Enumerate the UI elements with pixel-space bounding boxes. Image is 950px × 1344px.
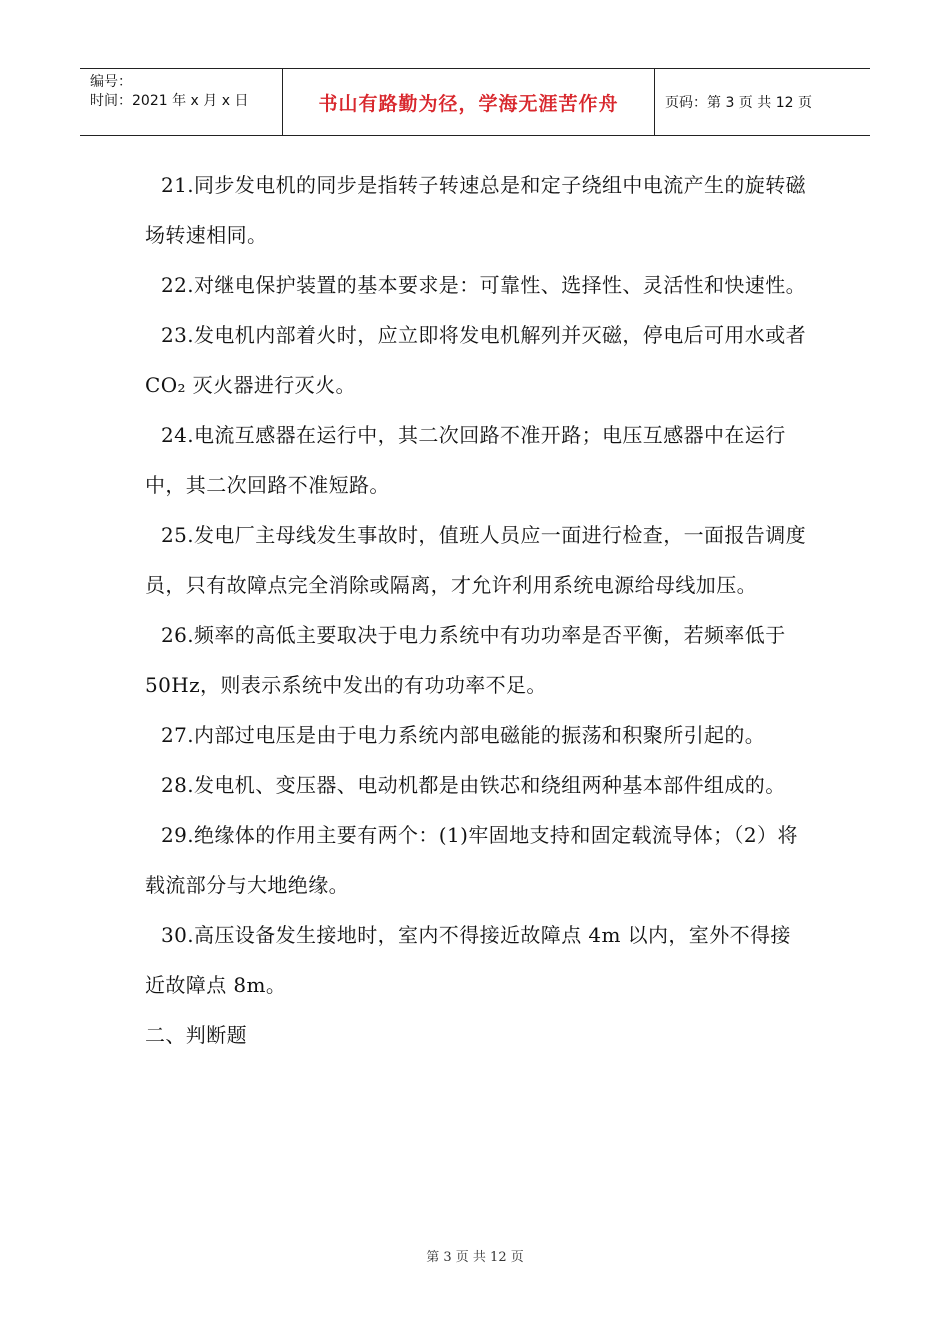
- paragraph-22: 22.对继电保护装置的基本要求是：可靠性、选择性、灵活性和快速性。: [161, 273, 807, 297]
- paragraph-29: 29.绝缘体的作用主要有两个：(1)牢固地支持和固定载流导体；（2）将载流部分与大地绝缘。: [145, 823, 798, 897]
- document-date: 时间：2021 年 x 月 x 日: [90, 93, 249, 109]
- header-page-cell: [655, 69, 870, 135]
- paragraph-26: 26.频率的高低主要取决于电力系统中有功功率是否平衡，若频率低于 50Hz，则表示系统中发出的有功功率不足。: [145, 623, 786, 697]
- paragraph-27: 27.内部过电压是由于电力系统内部电磁能的振荡和积聚所引起的。: [161, 723, 766, 747]
- paragraph-24: 24.电流互感器在运行中，其二次回路不准开路；电压互感器中在运行中，其二次回路不准短路。: [145, 423, 786, 497]
- header-page-info: 页码：第 3 页 共 12 页: [665, 95, 812, 111]
- section-title: 二、判断题: [145, 1023, 247, 1047]
- header-table: [80, 68, 870, 136]
- header-meta-cell: [80, 69, 283, 135]
- paragraph-23: 23.发电机内部着火时，应立即将发电机解列并灭磁，停电后可用水或者 CO₂ 灭火器进行灭火。: [145, 323, 807, 397]
- header-motto-cell: [283, 69, 655, 135]
- paragraph-30: 30.高压设备发生接地时，室内不得接近故障点 4m 以内，室外不得接近故障点 8m。: [145, 923, 791, 997]
- paragraph-28: 28.发电机、变压器、电动机都是由铁芯和绕组两种基本部件组成的。: [161, 773, 786, 797]
- document-body: [145, 160, 810, 1060]
- header-motto: 书山有路勤为径，学海无涯苦作舟: [318, 92, 619, 115]
- paragraph-25: 25.发电厂主母线发生事故时，值班人员应一面进行检查，一面报告调度员，只有故障点完全消除或隔离，才允许利用系统电源给母线加压。: [145, 523, 807, 597]
- page-footer: 第 3 页 共 12 页: [426, 1250, 524, 1265]
- paragraph-21: 21.同步发电机的同步是指转子转速总是和定子绕组中电流产生的旋转磁场转速相同。: [145, 173, 807, 247]
- document-code-label: 编号：: [90, 74, 132, 90]
